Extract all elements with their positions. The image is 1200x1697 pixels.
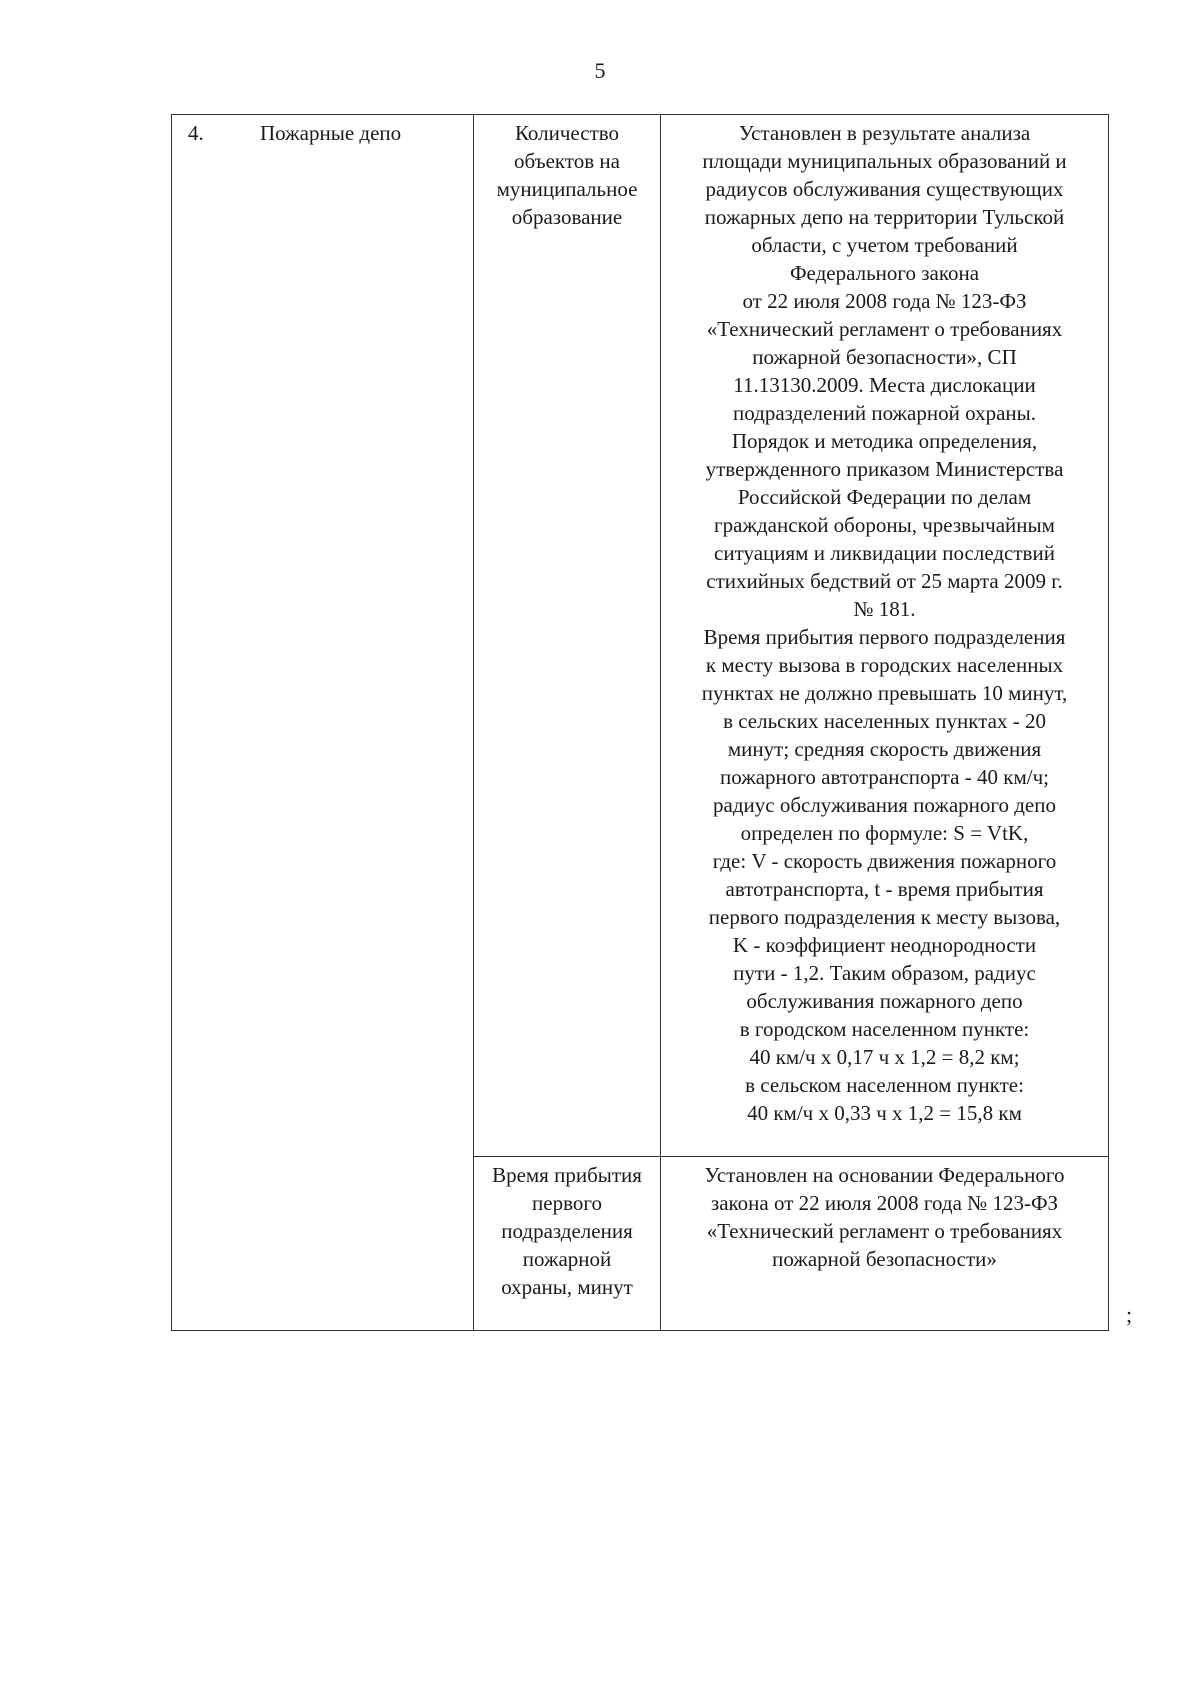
justification-line: пожарной безопасности», СП bbox=[752, 345, 1017, 369]
justification-line: радиус обслуживания пожарного депо bbox=[713, 793, 1056, 817]
indicator-line: первого bbox=[532, 1191, 602, 1215]
indicator-line: объектов на bbox=[514, 149, 620, 173]
table-row bbox=[172, 1157, 1109, 1331]
justification-line: Российской Федерации по делам bbox=[737, 485, 1032, 509]
justification-line: пути - 1,2. Таким образом, радиус bbox=[733, 961, 1036, 985]
justification-line: пунктах не должно превышать 10 минут, bbox=[701, 681, 1068, 705]
justification-line: площади муниципальных образований и bbox=[702, 149, 1067, 173]
justification-line: автотранспорта, t - время прибытия bbox=[725, 877, 1044, 901]
indicator-cell bbox=[474, 1157, 661, 1331]
facility-name: Пожарные депо bbox=[260, 121, 402, 145]
justification-line: стихийных бедствий от 25 марта 2009 г. bbox=[706, 569, 1063, 593]
justification-line: подразделений пожарной охраны. bbox=[733, 401, 1036, 425]
justification-line: где: V - скорость движения пожарного bbox=[712, 849, 1057, 873]
justification-line: пожарных депо на территории Тульской bbox=[704, 205, 1065, 229]
justification-line: от 22 июля 2008 года № 123-ФЗ bbox=[742, 289, 1027, 313]
justification-line: № 181. bbox=[853, 597, 916, 621]
justification-line: 40 км/ч x 0,17 ч x 1,2 = 8,2 км; bbox=[749, 1045, 1020, 1069]
justification-line: к месту вызова в городских населенных bbox=[705, 653, 1064, 677]
justification-line: гражданской обороны, чрезвычайным bbox=[714, 513, 1055, 537]
indicator-line: охраны, минут bbox=[501, 1275, 633, 1299]
justification-line: области, с учетом требований bbox=[751, 233, 1018, 257]
justification-line: пожарного автотранспорта - 40 км/ч; bbox=[720, 765, 1049, 789]
justification-line: K - коэффициент неоднородности bbox=[732, 933, 1037, 957]
justification-line: 11.13130.2009. Места дислокации bbox=[733, 373, 1036, 397]
justification-line: Установлен на основании Федерального bbox=[704, 1163, 1065, 1187]
indicator-line: подразделения bbox=[501, 1219, 633, 1243]
justification-line: ситуациям и ликвидации последствий bbox=[714, 541, 1055, 565]
justification-line: утвержденного приказом Министерства bbox=[705, 457, 1064, 481]
justification-line: в сельском населенном пункте: bbox=[745, 1073, 1024, 1097]
table-row bbox=[172, 115, 1109, 1157]
page-number: 5 bbox=[594, 58, 606, 83]
justification-cell bbox=[661, 115, 1109, 1157]
justification-line: радиусов обслуживания существующих bbox=[705, 177, 1064, 201]
indicator-line: пожарной bbox=[522, 1247, 612, 1271]
justification-line: Порядок и методика определения, bbox=[731, 429, 1038, 453]
justification-line: пожарной безопасности» bbox=[772, 1247, 997, 1271]
justification-line: Время прибытия первого подразделения bbox=[703, 625, 1066, 649]
justification-line: Федерального закона bbox=[789, 261, 980, 285]
norms-table bbox=[171, 114, 1109, 1331]
justification-line: обслуживания пожарного депо bbox=[746, 989, 1023, 1013]
justification-line: первого подразделения к месту вызова, bbox=[708, 905, 1061, 929]
indicator-line: Время прибытия bbox=[492, 1163, 642, 1187]
justification-line: Установлен в результате анализа bbox=[738, 121, 1031, 145]
justification-line: определен по формуле: S = VtK, bbox=[740, 821, 1029, 845]
indicator-line: Количество bbox=[514, 121, 620, 145]
trailing-semicolon: ; bbox=[1126, 1302, 1133, 1327]
justification-line: закона от 22 июля 2008 года № 123-ФЗ bbox=[710, 1191, 1059, 1215]
justification-line: «Технический регламент о требованиях bbox=[706, 1219, 1063, 1243]
justification-cell bbox=[661, 1157, 1109, 1331]
indicator-line: образование bbox=[511, 205, 623, 229]
facility-cell bbox=[172, 115, 474, 1157]
justification-line: «Технический регламент о требованиях bbox=[706, 317, 1063, 341]
indicator-line: муниципальное bbox=[496, 177, 638, 201]
justification-line: 40 км/ч x 0,33 ч x 1,2 = 15,8 км bbox=[747, 1101, 1022, 1125]
justification-line: в городском населенном пункте: bbox=[739, 1017, 1030, 1041]
facility-cell-empty bbox=[172, 1157, 474, 1331]
indicator-cell bbox=[474, 115, 661, 1157]
justification-line: в сельских населенных пунктах - 20 bbox=[723, 709, 1046, 733]
row-number: 4. bbox=[188, 121, 204, 145]
justification-line: минут; средняя скорость движения bbox=[727, 737, 1042, 761]
